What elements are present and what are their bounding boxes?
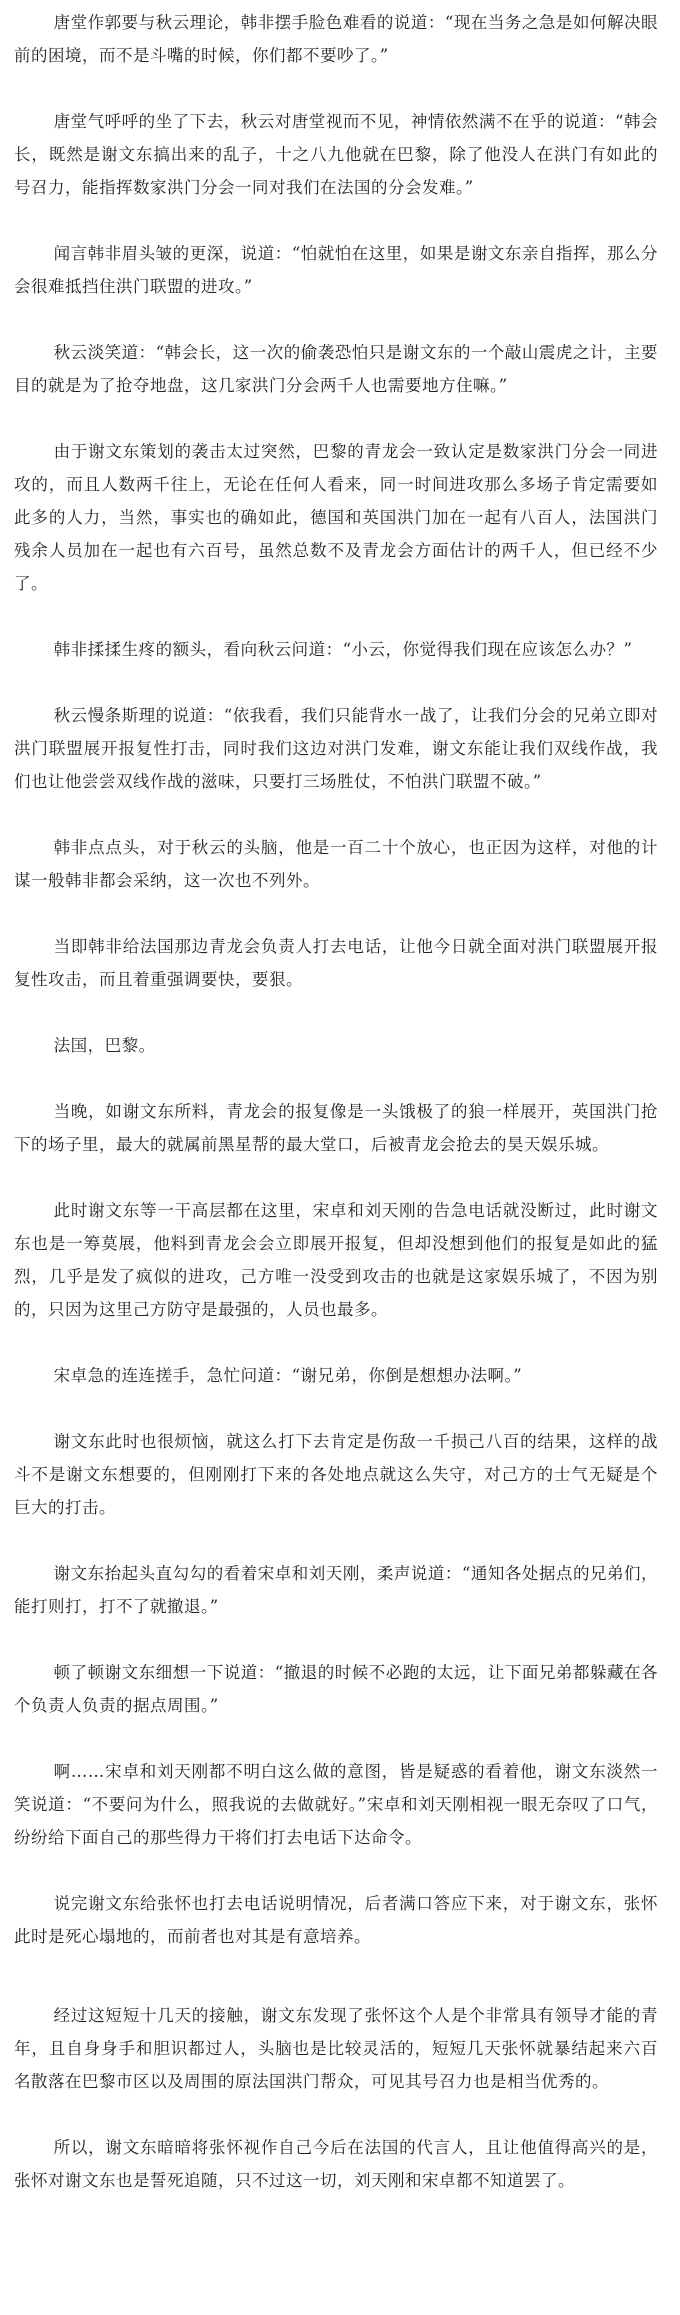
paragraph-gap (14, 798, 658, 831)
paragraph-gap (14, 204, 658, 237)
paragraph-gap (14, 1722, 658, 1755)
paragraph-gap (14, 600, 658, 633)
paragraph-gap (14, 1326, 658, 1359)
paragraph-gap (14, 72, 658, 105)
paragraph: 说完谢文东给张怀也打去电话说明情况，后者满口答应下来，对于谢文东，张怀此时是死心塌地的，而前者也对其是有意培养。 (14, 1894, 658, 1946)
paragraph-gap (14, 1854, 658, 1887)
paragraph-gap (14, 2098, 658, 2131)
paragraph: 此时谢文东等一干高层都在这里，宋卓和刘天刚的告急电话就没断过，此时谢文东也是一筹莫展，他料到青龙会会立即展开报复，但却没想到他们的报复是如此的猛烈，几乎是发了疯似的进攻，己方唯一没受到攻击的也就是这家娱乐城了，不因为别的，只因为这里己方防守是最强的，人员也最多。 (14, 1201, 658, 1319)
paragraph-gap (14, 1392, 658, 1425)
paragraph-gap (14, 666, 658, 699)
paragraph: 所以，谢文东暗暗将张怀视作自己今后在法国的代言人，且让他值得高兴的是，张怀对谢文东也是誓死追随，只不过这一切，刘天刚和宋卓都不知道罢了。 (14, 2138, 658, 2190)
paragraph-gap (14, 1062, 658, 1095)
paragraph: 顿了顿谢文东细想一下说道：“撤退的时候不必跑的太远，让下面兄弟都躲藏在各个负责人负责的据点周围。” (14, 1663, 658, 1715)
paragraph: 谢文东此时也很烦恼，就这么打下去肯定是伤敌一千损己八百的结果，这样的战斗不是谢文东想要的，但刚刚打下来的各处地点就这么失守，对己方的士气无疑是个巨大的打击。 (14, 1432, 658, 1517)
paragraph: 谢文东抬起头直勾勾的看着宋卓和刘天刚，柔声说道：“通知各处据点的兄弟们，能打则打，打不了就撤退。” (14, 1564, 658, 1616)
paragraph: 秋云慢条斯理的说道：“依我看，我们只能背水一战了，让我们分会的兄弟立即对洪门联盟展开报复性打击，同时我们这边对洪门发难，谢文东能让我们双线作战，我们也让他尝尝双线作战的滋味，只要打三场胜仗，不怕洪门联盟不破。” (14, 706, 658, 791)
paragraph: 当晚，如谢文东所料，青龙会的报复像是一头饿极了的狼一样展开，英国洪门抢下的场子里，最大的就属前黑星帮的最大堂口，后被青龙会抢去的昊天娱乐城。 (14, 1102, 658, 1154)
paragraph: 法国，巴黎。 (53, 1036, 156, 1055)
paragraph: 闻言韩非眉头皱的更深，说道：“怕就怕在这里，如果是谢文东亲自指挥，那么分会很难抵挡住洪门联盟的进攻。” (14, 244, 658, 296)
paragraph: 宋卓急的连连搓手，急忙问道：“谢兄弟，你倒是想想办法啊。” (53, 1366, 523, 1385)
paragraph-gap (14, 402, 658, 435)
paragraph: 唐堂作郭要与秋云理论，韩非摆手脸色难看的说道：“现在当务之急是如何解决眼前的困境，而不是斗嘴的时候，你们都不要吵了。” (14, 13, 658, 65)
paragraph: 经过这短短十几天的接触，谢文东发现了张怀这个人是个非常具有领导才能的青年，且自身身手和胆识都过人，头脑也是比较灵活的，短短几天张怀就暴结起来六百名散落在巴黎市区以及周围的原法国洪门帮众，可见其号召力也是相当优秀的。 (14, 2006, 658, 2091)
paragraph-gap (14, 1953, 658, 1999)
paragraph-gap (14, 1623, 658, 1656)
paragraph-gap (14, 1161, 658, 1194)
paragraph: 韩非揉揉生疼的额头，看向秋云问道：“小云，你觉得我们现在应该怎么办？” (53, 640, 633, 659)
paragraph: 由于谢文东策划的袭击太过突然，巴黎的青龙会一致认定是数家洪门分会一同进攻的，而且人数两千往上，无论在任何人看来，同一时间进攻那么多场子肯定需要如此多的人力，当然，事实也的确如此，德国和英国洪门加在一起有八百人，法国洪门残余人员加在一起也有六百号，虽然总数不及青龙会方面估计的两千人，但已经不少了。 (14, 442, 658, 593)
paragraph-gap (14, 996, 658, 1029)
paragraph-gap (14, 897, 658, 930)
paragraph: 秋云淡笑道：“韩会长，这一次的偷袭恐怕只是谢文东的一个敲山震虎之计，主要目的就是为了抢夺地盘，这几家洪门分会两千人也需要地方住嘛。” (14, 343, 658, 395)
paragraph-gap (14, 303, 658, 336)
paragraph: 韩非点点头，对于秋云的头脑，他是一百二十个放心，也正因为这样，对他的计谋一般韩非都会采纳，这一次也不列外。 (14, 838, 658, 890)
paragraph: 唐堂气呼呼的坐了下去，秋云对唐堂视而不见，神情依然满不在乎的说道：“韩会长，既然是谢文东搞出来的乱子，十之八九他就在巴黎，除了他没人在洪门有如此的号召力，能指挥数家洪门分会一同对我们在法国的分会发难。” (14, 112, 658, 197)
paragraph-gap (14, 1524, 658, 1557)
paragraph: 当即韩非给法国那边青龙会负责人打去电话，让他今日就全面对洪门联盟展开报复性攻击，而且着重强调要快，要狠。 (14, 937, 658, 989)
paragraph: 啊……宋卓和刘天刚都不明白这么做的意图，皆是疑惑的看着他，谢文东淡然一笑说道：“不要问为什么，照我说的去做就好。”宋卓和刘天刚相视一眼无奈叹了口气，纷纷给下面自己的那些得力干将们打去电话下达命令。 (14, 1762, 658, 1847)
